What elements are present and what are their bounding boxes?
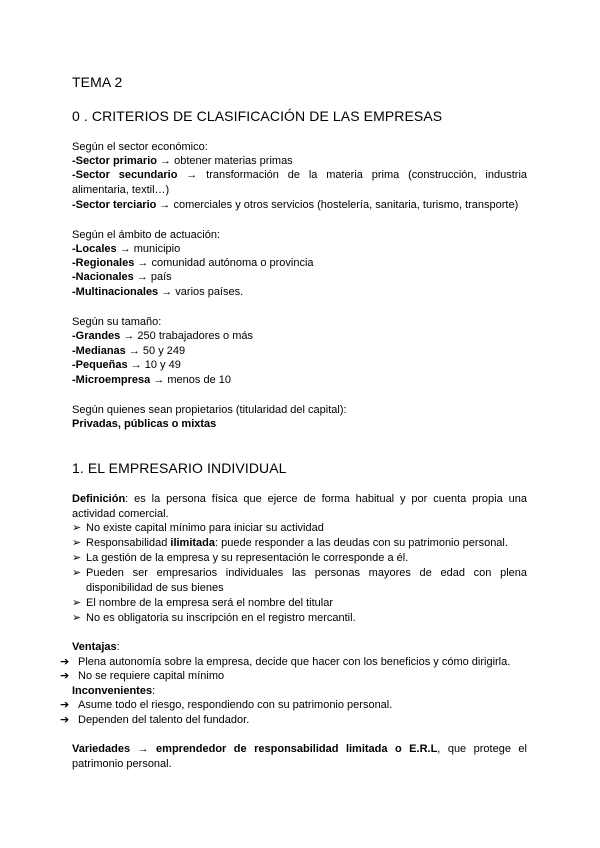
- bullet-text: La gestión de la empresa y su representación le corresponde a él.: [86, 552, 409, 564]
- definicion-paragraph: [72, 492, 527, 522]
- inconvenientes-term: Inconvenientes: [72, 685, 153, 697]
- bullet-text: Pueden ser empresarios individuales las personas mayores de edad con plena disponibilidad de sus bienes: [86, 567, 527, 594]
- bullet-item: [72, 536, 527, 551]
- propietarios-intro: Según quienes sean propietarios (titularidad del capital):: [72, 404, 347, 416]
- sector-desc: → comerciales y otros servicios (hostelería, sanitaria, turismo, transporte): [156, 199, 519, 211]
- definicion-text: : es la persona física que ejerce de forma habitual y por cuenta propia una actividad comercial.: [72, 493, 527, 520]
- tamano-desc: → 10 y 49: [127, 359, 181, 371]
- tamano-item: [72, 358, 181, 372]
- ambito-item: [72, 285, 243, 299]
- ambito-item: [72, 270, 172, 284]
- sector-desc: → obtener materias primas: [156, 155, 293, 167]
- variedades-term: Variedades → emprendedor de responsabilidad limitada o E.R.L: [72, 743, 438, 755]
- tamano-item: [72, 329, 253, 343]
- tamano-intro: Según su tamaño:: [72, 316, 162, 328]
- variedades-text: , que protege el patrimonio personal.: [72, 743, 527, 770]
- sector-desc: → transformación de la materia prima (construcción, industria alimentaria, textil…): [72, 169, 528, 196]
- ambito-item: [72, 256, 314, 270]
- tamano-item: [72, 373, 231, 387]
- arrow-right-icon: ➔: [60, 656, 70, 668]
- bullet-text-post: : puede responder a las deudas con su patrimonio personal.: [215, 537, 508, 549]
- inconvenientes-text: Dependen del talento del fundador.: [78, 714, 250, 726]
- arrow-right-icon: ➔: [60, 670, 70, 682]
- tamano-desc: → 50 y 249: [125, 345, 186, 357]
- sector-intro: Según el sector económico:: [72, 141, 208, 153]
- bullet-item: [72, 596, 527, 611]
- propietarios-value: Privadas, públicas o mixtas: [72, 418, 217, 430]
- ventajas-item: [60, 655, 510, 669]
- ventajas-term: Ventajas: [72, 641, 117, 653]
- inconvenientes-item: [60, 698, 392, 712]
- ambito-term: -Multinacionales: [72, 286, 159, 298]
- bullet-arrow-icon: ➢: [72, 522, 82, 534]
- ventajas-item: [60, 669, 224, 683]
- inconvenientes-text: Asume todo el riesgo, respondiendo con su patrimonio personal.: [78, 699, 393, 711]
- bullet-arrow-icon: ➢: [72, 537, 82, 549]
- ambito-item: [72, 242, 180, 256]
- bullet-bold: ilimitada: [170, 537, 216, 549]
- ventajas-text: Plena autonomía sobre la empresa, decide que hacer con los beneficios y cómo dirigirla.: [78, 656, 511, 668]
- ambito-desc: → comunidad autónoma o provincia: [134, 257, 314, 269]
- bullet-item: [72, 566, 527, 596]
- ventajas-text: No se requiere capital mínimo: [78, 670, 225, 682]
- bullet-arrow-icon: ➢: [72, 552, 82, 564]
- tamano-term: -Medianas: [72, 345, 126, 357]
- document-title: TEMA 2: [72, 74, 123, 90]
- tamano-term: -Grandes: [72, 330, 121, 342]
- sector-term: -Sector secundario: [72, 169, 178, 181]
- bullet-text: No es obligatoria su inscripción en el registro mercantil.: [86, 612, 356, 624]
- ambito-term: -Nacionales: [72, 271, 134, 283]
- ventajas-colon: :: [116, 641, 120, 653]
- bullet-arrow-icon: ➢: [72, 567, 82, 579]
- arrow-right-icon: ➔: [60, 699, 70, 711]
- bullet-text: No existe capital mínimo para iniciar su actividad: [86, 522, 324, 534]
- section-1-heading: 1. EL EMPRESARIO INDIVIDUAL: [72, 460, 287, 476]
- inconvenientes-item: [60, 713, 249, 727]
- bullet-arrow-icon: ➢: [72, 597, 82, 609]
- ambito-desc: → varios países.: [158, 286, 244, 298]
- variedades-paragraph: [72, 742, 527, 772]
- tamano-item: [72, 344, 185, 358]
- ambito-desc: → país: [133, 271, 172, 283]
- sector-item: [72, 198, 518, 212]
- sector-term: -Sector primario: [72, 155, 157, 167]
- bullet-text: Responsabilidad: [86, 537, 171, 549]
- tamano-desc: → 250 trabajadores o más: [120, 330, 253, 342]
- tamano-term: -Microempresa: [72, 374, 151, 386]
- bullet-item: [72, 611, 527, 626]
- arrow-right-icon: ➔: [60, 714, 70, 726]
- inconvenientes-colon: :: [152, 685, 156, 697]
- inconvenientes-label: [72, 684, 155, 698]
- section-0-heading: 0 . CRITERIOS DE CLASIFICACIÓN DE LAS EMPRESAS: [72, 108, 443, 124]
- ventajas-label: [72, 640, 120, 654]
- ambito-intro: Según el ámbito de actuación:: [72, 229, 220, 241]
- definicion-term: Definición: [72, 493, 126, 505]
- bullet-item: [72, 521, 527, 536]
- sector-item: [72, 154, 293, 168]
- ambito-term: -Regionales: [72, 257, 135, 269]
- ambito-desc: → municipio: [116, 243, 181, 255]
- bullet-text: El nombre de la empresa será el nombre del titular: [86, 597, 334, 609]
- sector-item: [72, 168, 527, 198]
- ambito-term: -Locales: [72, 243, 117, 255]
- tamano-term: -Pequeñas: [72, 359, 128, 371]
- sector-term: -Sector terciario: [72, 199, 157, 211]
- bullet-item: [72, 551, 527, 566]
- tamano-desc: → menos de 10: [150, 374, 231, 386]
- bullet-arrow-icon: ➢: [72, 612, 82, 624]
